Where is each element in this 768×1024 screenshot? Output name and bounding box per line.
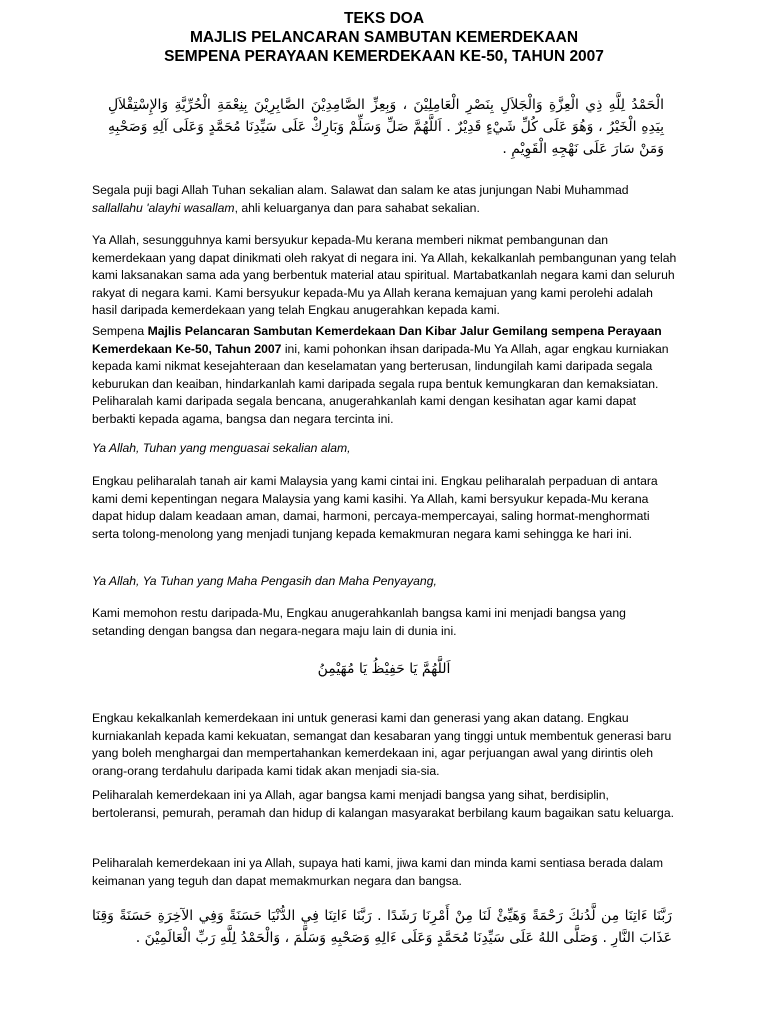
invocation-most-merciful-text: Ya Allah, Ya Tuhan yang Maha Pengasih dan Maha Penyayang,: [92, 574, 437, 588]
paragraph-blessing: Kami memohon restu daripada-Mu, Engkau anugerahkanlah bangsa kami ini menjadi bangsa yang setanding dengan bangsa dan negara-negara maju lain di dunia ini.: [92, 606, 626, 638]
paragraph-healthy-nation: Peliharalah kemerdekaan ini ya Allah, agar bangsa kami menjadi bangsa yang sihat, berdisiplin, bertoleransi, pemurah, peramah dan hidup di kalangan masyarakat berbilang kaum bagaikan satu keluarga.: [92, 788, 674, 820]
invocation-lord-of-worlds: [92, 440, 678, 458]
paragraph-gratitude: Ya Allah, sesungguhnya kami bersyukur kepada-Mu kerana memberi nikmat pembangunan dan kemerdekaan yang dapat dinikmati oleh rakyat di negara ini. Ya Allah, kekalkanlah pembangunan yang telah kami laksanakan sama ada yang berbentuk material atau spiritual. Martabatkanlah negara kami dan seluruh rakyat di negara kami. Kami bersyukur kepada-Mu ya Allah kerana kemajuan yang kami perolehi adalah hasil daripada kemerdekaan yang telah Engkau anugerahkan kepada kami.: [92, 233, 677, 317]
arabic-middle-invocation: اَللَّهُمَّ يَا حَفِيْظُ يَا مُهَيْمِنُ: [317, 661, 451, 677]
arabic-opening-prayer: الْحَمْدُ لِلَّهِ ذِي الْعِزَّةِ وَالْجَلاَلِ بِنَصْرِ الْعَامِلِيْنَ ، وَبِعِزِّ الصَّامِدِيْنَ الصَّابِرِيْنَ بِنِعْمَةِ الْحُرِّيَّةِ وَالإِسْتِقْلاَلِ بِيَدِهِ الْخَيْرُ ، وَهُوَ عَلَى كُلِّ شَيْءٍ قَدِيْرٌ . اَللَّهُمَّ صَلِّ وَسَلِّمْ وَبَارِكْ عَلَى سَيِّدِنَا مُحَمَّدٍ وَعَلَى آلِهِ وَصَحْبِهِ وَمَنْ سَارَ عَلَى نَهْجِهِ الْقَوِيْمِ .: [108, 97, 664, 157]
paragraph-praise-text-a: Segala puji bagi Allah Tuhan sekalian alam. Salawat dan salam ke atas junjungan Nabi Muhammad: [92, 183, 629, 197]
paragraph-preserve-independence: Engkau kekalkanlah kemerdekaan ini untuk generasi kami dan generasi yang akan datang. Engkau kurniakanlah kepada kami kekuatan, semangat dan kesabaran yang tinggi untuk membentuk generasi baru yang boleh menghargai dan mempertahankan kemerdekaan ini, agar perjuangan awal yang dirintis oleh orang-orang terdahulu daripada kami tidak akan menjadi sia-sia.: [92, 711, 672, 778]
invocation-lord-of-worlds-text: Ya Allah, Tuhan yang menguasai sekalian alam,: [92, 441, 351, 455]
paragraph-occasion-bold: Majlis Pelancaran Sambutan Kemerdekaan Dan Kibar Jalur Gemilang sempena Perayaan Kemerdekaan Ke-50, Tahun 2007: [92, 324, 662, 356]
paragraph-protect-homeland: Engkau peliharalah tanah air kami Malaysia yang kami cintai ini. Engkau peliharalah perpaduan di antara kami demi kepentingan negara Malaysia yang kami kasihi. Ya Allah, kami bersyukur kepada-Mu kerana dapat hidup dalam keadaan aman, damai, harmoni, percaya-mempercayai, saling hormat-menghormati serta tolong-menolong yang menjadi tunjang kepada kemakmuran negara kami sehingga ke hari ini.: [92, 474, 658, 541]
title-line-1: TEKS DOA: [343, 10, 425, 27]
arabic-closing-prayer: رَبَّنَا ءَاتِنَا مِن لَّدُنكَ رَحْمَةً وَهَيِّئْ لَنَا مِنْ أَمْرِنَا رَشَدًا . رَبَّنَا ءَاتِنَا فِي الدُّنْيَا حَسَنَةً وَفِي الآخِرَةِ حَسَنَةً وَقِنَا عَذَابَ النَّارِ . وَصَلَّى اللهُ عَلَى سَيِّدِنَا مُحَمَّدٍ وَعَلَى ءَالِهِ وَصَحْبِهِ وَسَلَّمَ ، وَالْحَمْدُ لِلَّهِ رَبِّ الْعَالَمِيْنَ .: [92, 908, 672, 946]
invocation-most-merciful: [92, 573, 678, 591]
document-title: [0, 9, 768, 66]
title-line-2: MAJLIS PELANCARAN SAMBUTAN KEMERDEKAAN: [189, 29, 579, 46]
paragraph-praise-text-c: , ahli keluarganya dan para sahabat sekalian.: [234, 200, 480, 215]
paragraph-occasion: [92, 323, 678, 428]
paragraph-steadfast-faith: Peliharalah kemerdekaan ini ya Allah, supaya hati kami, jiwa kami dan minda kami sentiasa berada dalam keimanan yang teguh dan dapat memakmurkan negara dan bangsa.: [92, 856, 664, 888]
paragraph-praise: [92, 182, 678, 217]
paragraph-praise-italic: sallallahu 'alayhi wasallam: [92, 200, 235, 215]
title-line-3: SEMPENA PERAYAAN KEMERDEKAAN KE-50, TAHUN 2007: [164, 48, 604, 65]
paragraph-occasion-text-c: ini, kami pohonkan ihsan daripada-Mu Ya Allah, agar engkau kurniakan kepada kami nikmat kesejahteraan dan keselamatan yang berterusan, lindungilah kami daripada segala keburukan dan keaiban, hindarkanlah kami daripada segala rupa bentuk kemungkaran dan kemaksiatan. Peliharalah kami daripada segala bencana, anugerahkanlah kami dengan kesihatan agar kami dapat berbakti kepada agama, bangsa dan negara tercinta ini.: [92, 341, 669, 426]
paragraph-occasion-text-a: Sempena: [92, 324, 148, 338]
